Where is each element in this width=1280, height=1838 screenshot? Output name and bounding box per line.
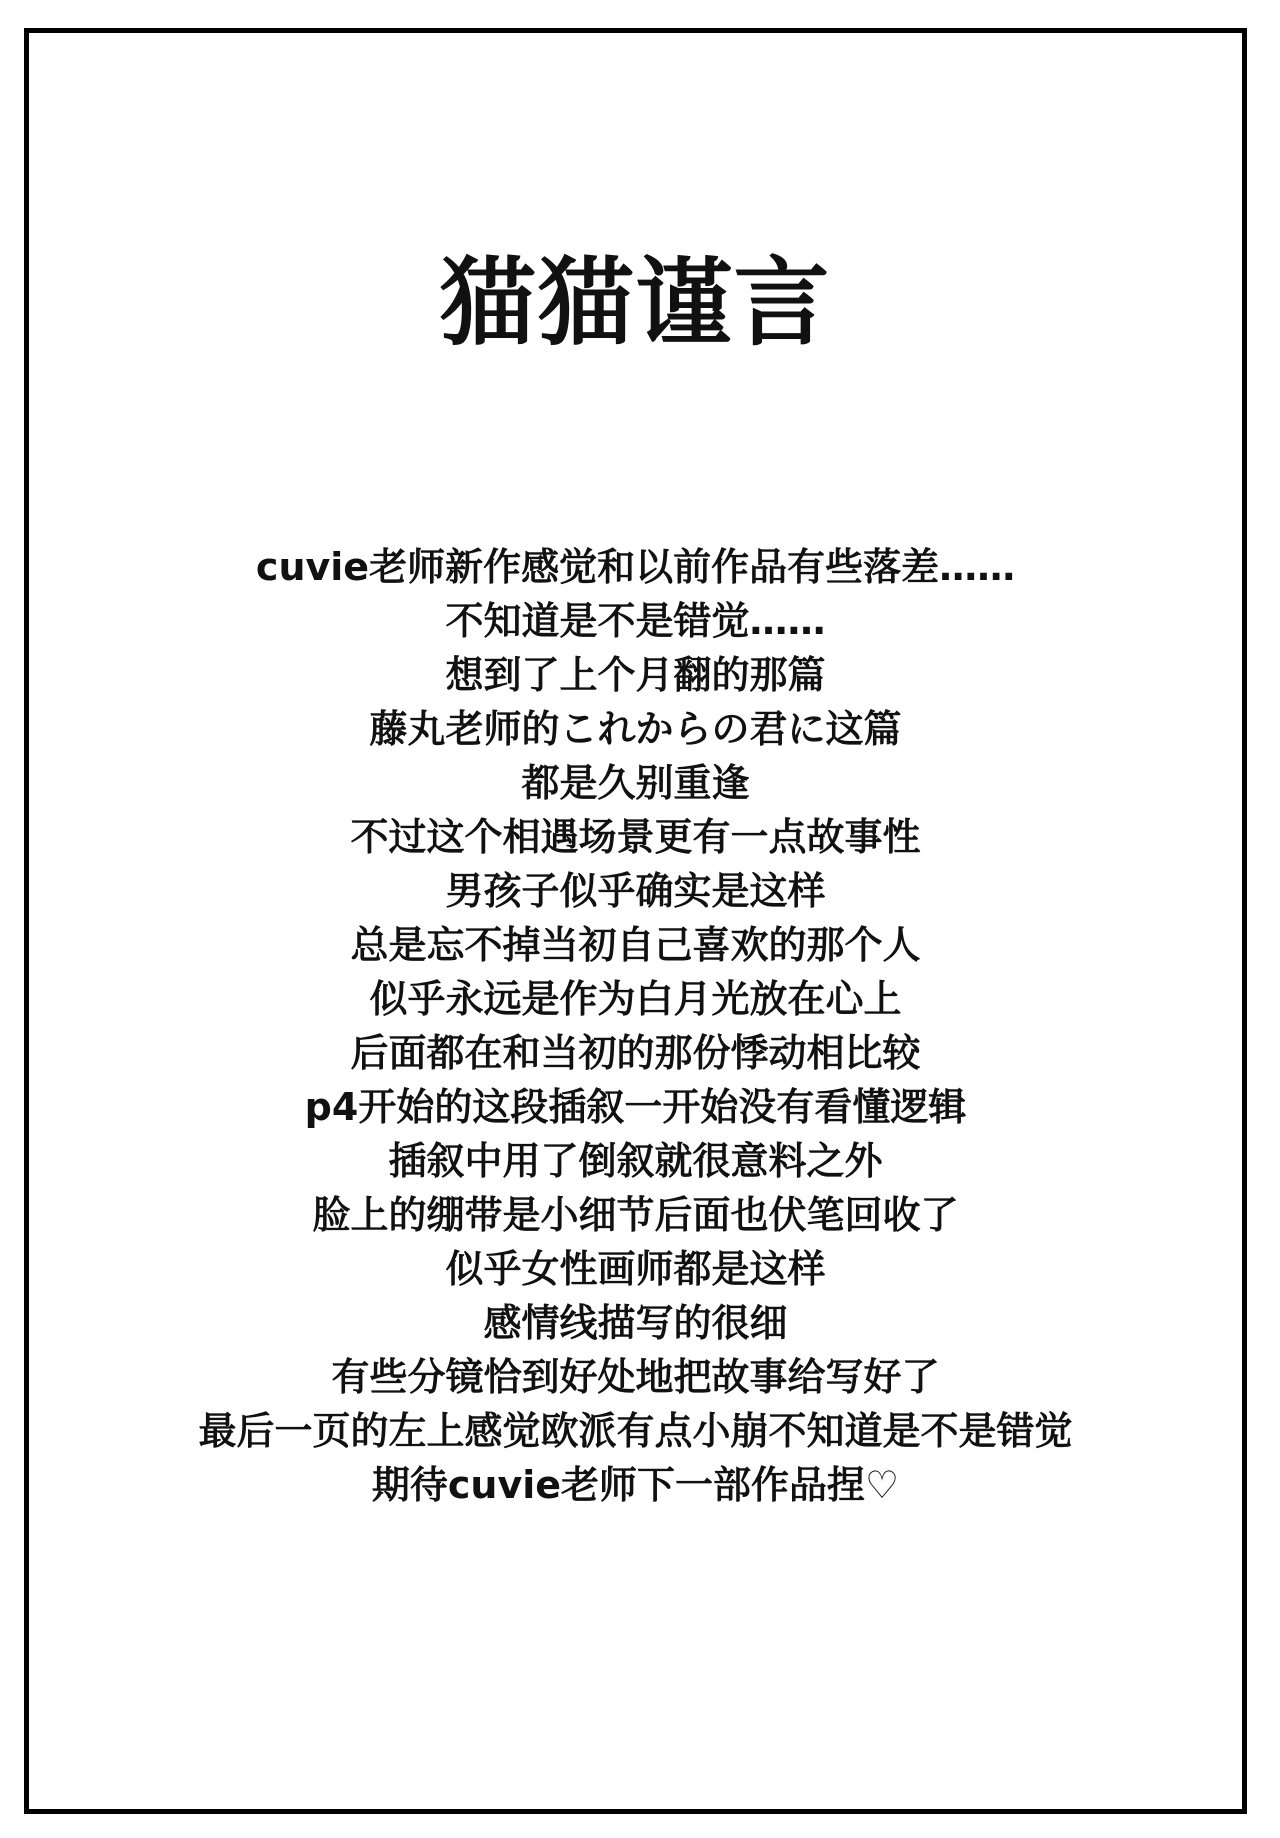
text-line: 男孩子似乎确实是这样 (445, 869, 826, 913)
text-line: 感情线描写的很细 (483, 1301, 788, 1345)
text-line: 不知道是不是错觉…… (445, 599, 826, 643)
text-line: 期待cuvie老师下一部作品捏♡ (371, 1463, 900, 1507)
text-line: cuvie老师新作感觉和以前作品有些落差…… (255, 545, 1016, 589)
text-line: 插叙中用了倒叙就很意料之外 (388, 1139, 883, 1183)
text-line: 最后一页的左上感觉欧派有点小崩不知道是不是错觉 (198, 1409, 1073, 1453)
text-line: p4开始的这段插叙一开始没有看懂逻辑 (304, 1085, 967, 1129)
page-title: 猫猫谨言 (439, 247, 832, 359)
text-line: 都是久别重逢 (521, 761, 750, 805)
text-line: 总是忘不掉当初自己喜欢的那个人 (350, 923, 921, 967)
text-line: 有些分镜恰到好处地把故事给写好了 (331, 1355, 940, 1399)
text-line: 想到了上个月翻的那篇 (445, 653, 826, 697)
text-line: 不过这个相遇场景更有一点故事性 (350, 815, 921, 859)
text-line: 脸上的绷带是小细节后面也伏笔回收了 (312, 1193, 959, 1237)
text-line: 藤丸老师的これからの君に这篇 (369, 707, 902, 751)
page-frame (24, 28, 1247, 1814)
afterword-text (29, 540, 1242, 1512)
text-line: 似乎女性画师都是这样 (445, 1247, 826, 1291)
text-line: 后面都在和当初的那份悸动相比较 (350, 1031, 921, 1075)
text-line: 似乎永远是作为白月光放在心上 (369, 977, 902, 1021)
